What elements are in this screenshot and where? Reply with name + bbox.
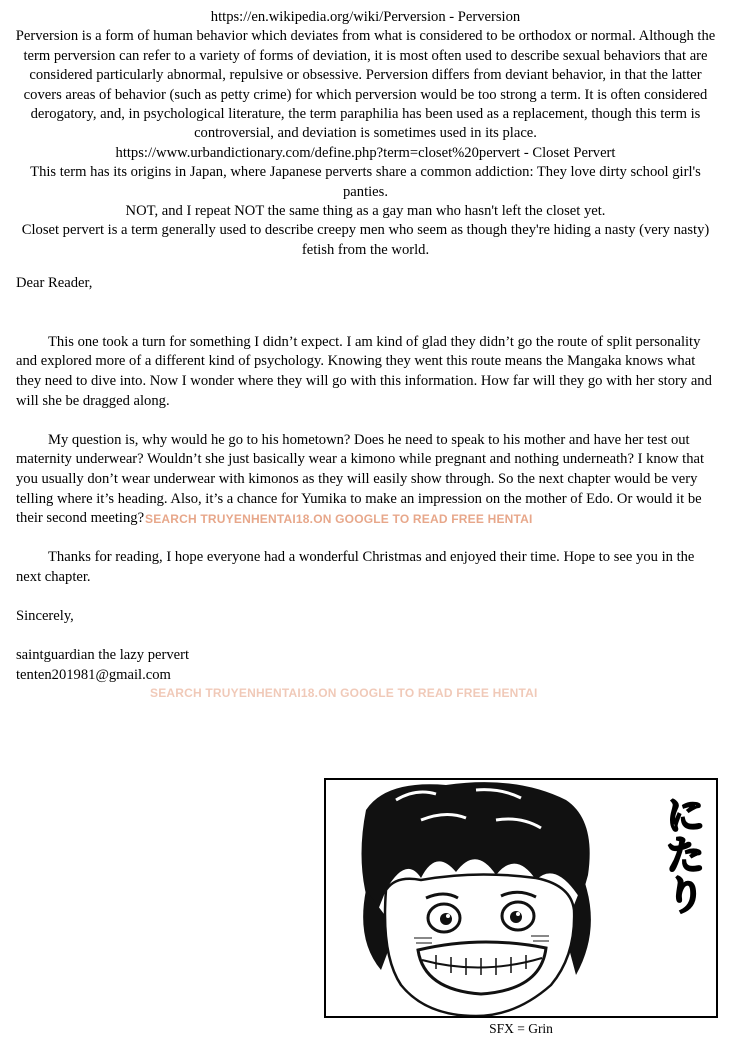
wiki-definition: Perversion is a form of human behavior which deviates from what is considered to be orthodox or normal. Although the term perversion can refer to a variety of forms of deviation, it is most often used to describe sexual behaviors that are considered particularly abnormal, repulsive or obsessive. Perversion differs from deviant behavior, in that the latter covers areas of behavior (such as petty crime) for which perversion would be too strong a term. It is often considered derogatory, and, in psychological literature, the term paraphilia has been used as a replacement, though this term is controversial, and deviation is sometimes used in its place. (15, 28, 716, 142)
letter-paragraph: My question is, why would he go to his hometown? Does he need to speak to his mother and have her test out maternity underwear? Wouldn’t she just basically wear a kimono while pregnant and nothing underneath? I know that you usually don’t wear underwear with kimonos as they will easily show through. So the next chapter would be very telling where it’s heading. Also, it’s a chance for Yumika to make an impression on the mother of Edo. Or would it be their second meeting? (16, 431, 705, 527)
sfx-text: にたり (659, 794, 705, 914)
sfx-caption: SFX = Grin (489, 1021, 553, 1036)
urban-definition-1: This term has its origins in Japan, where Japanese perverts share a common addiction: They love dirty school girl's panties. (30, 164, 701, 200)
urban-definition-2: NOT, and I repeat NOT the same thing as a gay man who hasn't left the closet yet. (125, 203, 606, 220)
definitions-block (10, 8, 721, 260)
wiki-link-line: https://en.wikipedia.org/wiki/Perversion - Perversion (210, 9, 521, 25)
signature-email: tenten201981@gmail.com (16, 666, 171, 683)
letter-paragraph: This one took a turn for something I didn’t expect. I am kind of glad they didn’t go the route of split personality and explored more of a different kind of psychology. Knowing they went this route means the Mangaka knows what they need to dive into. Now I wonder where they will go with this information. How far will they go with her story and will she be dragged along. (16, 333, 712, 409)
letter-paragraph: Thanks for reading, I hope everyone had a wonderful Christmas and enjoyed their time. Hope to see you in the next chapter. (16, 549, 695, 585)
letter-body (16, 274, 720, 685)
grinning-girl-illustration (326, 780, 716, 1016)
letter-closing: Sincerely, (16, 608, 74, 625)
watermark: SEARCH TRUYENHENTAI18.ON GOOGLE TO READ FREE HENTAI (145, 512, 533, 526)
watermark-faint: SEARCH TRUYENHENTAI18.ON GOOGLE TO READ FREE HENTAI (150, 686, 538, 700)
letter-greeting: Dear Reader, (16, 275, 93, 291)
signature-name: saintguardian the lazy pervert (16, 647, 190, 664)
urban-link-line: https://www.urbandictionary.com/define.php?term=closet%20pervert - Closet Pervert (115, 144, 616, 161)
urban-definition-3: Closet pervert is a term generally used to describe creepy men who seem as though they're hiding a nasty (very nasty) fetish from the world. (21, 222, 710, 258)
manga-panel (324, 778, 718, 1018)
